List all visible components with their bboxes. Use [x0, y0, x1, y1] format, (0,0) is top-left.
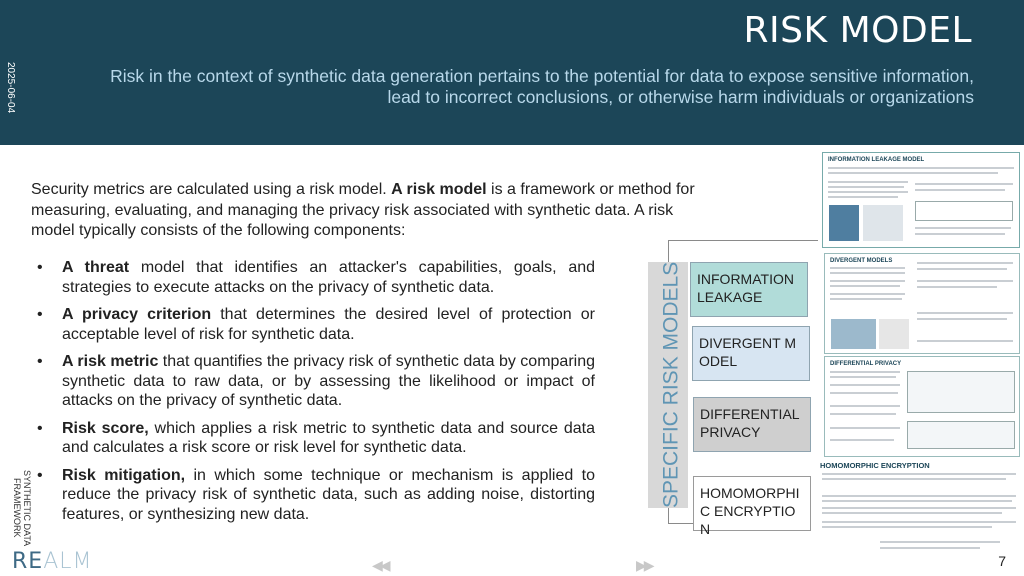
bullet-icon: • — [37, 353, 43, 370]
thumbnail-title: DIVERGENT MODELS — [830, 258, 893, 264]
logo-re: RE — [12, 549, 44, 574]
thumbnail-title: DIFFERENTIAL PRIVACY — [830, 361, 902, 367]
risk-models-spine-label: SPECIFIC RISK MODELS — [659, 261, 683, 509]
date-label: 2025-06-04 — [5, 62, 16, 114]
thumbnail-differential-privacy[interactable] — [824, 356, 1020, 457]
page-subtitle: Risk in the context of synthetic data generation pertains to the potential for data to expose sensitive information, lead to incorrect conclusions, or otherwise harm individuals or organizations — [110, 66, 974, 107]
components-list — [33, 258, 595, 532]
thumbnail-information-leakage[interactable] — [822, 152, 1020, 248]
list-item-text: that quantifies the privacy risk of synthetic data by comparing synthetic data to raw data, or by assessing the likelihood or impact of attacks on the privacy of synthetic data. — [62, 353, 596, 409]
model-box-homomorphic-encryption[interactable]: HOMOMORPHIC ENCRYPTION — [693, 476, 811, 531]
bullet-icon: • — [37, 306, 43, 323]
list-item — [33, 419, 595, 458]
list-item — [33, 466, 595, 525]
list-item — [33, 352, 595, 411]
logo-alm: ALM — [43, 549, 93, 574]
connector-line — [668, 240, 818, 262]
thumbnail-divergent-models[interactable] — [824, 253, 1020, 354]
logo — [12, 549, 92, 574]
list-item-term: A risk metric — [62, 353, 159, 370]
previous-slide-icon[interactable]: ◀◀ — [372, 557, 388, 573]
side-label: SYNTHETIC DATA FRAMEWORK — [12, 469, 32, 547]
thumbnail-homomorphic-encryption[interactable] — [820, 459, 1020, 555]
connector-line — [668, 508, 694, 524]
model-box-divergent-model[interactable]: DIVERGENT MODEL — [692, 326, 810, 381]
header-bar — [0, 0, 1024, 145]
intro-bold-term: A risk model — [391, 181, 487, 198]
list-item-term: A privacy criterion — [62, 306, 212, 323]
bullet-icon: • — [37, 466, 43, 484]
page-title: RISK MODEL — [743, 10, 972, 51]
page-number: 7 — [998, 553, 1006, 569]
intro-paragraph — [31, 180, 721, 242]
model-box-differential-privacy[interactable]: DIFFERENTIAL PRIVACY — [693, 397, 811, 452]
list-item-term: A threat — [62, 259, 130, 276]
list-item-text: which applies a risk metric to synthetic data and source data and calculates a risk score or risk level for synthetic data. — [62, 419, 596, 456]
intro-text-post: is a framework or method for measuring, evaluating, and managing the privacy risk associated with synthetic data. A risk model typically consists of the following components: — [31, 181, 695, 239]
list-item — [33, 305, 595, 344]
thumbnail-title: HOMOMORPHIC ENCRYPTION — [820, 461, 930, 470]
list-item-text: model that identifies an attacker's capabilities, goals, and strategies to execute attacks on the privacy of synthetic data. — [62, 259, 596, 296]
list-item-text: in which some technique or mechanism is applied to reduce the privacy risk of synthetic data, such as adding noise, distorting features, or synthesizing new data. — [62, 466, 595, 523]
list-item — [33, 258, 595, 297]
model-box-information-leakage[interactable]: INFORMATION LEAKAGE — [690, 262, 808, 317]
list-item-text: that determines the desired level of protection or acceptable level of risk for synthetic data. — [62, 306, 596, 343]
next-slide-icon[interactable]: ▶▶ — [636, 557, 652, 573]
bullet-icon: • — [37, 419, 43, 437]
list-item-term: Risk mitigation, — [62, 466, 186, 484]
bullet-icon: • — [37, 259, 43, 276]
thumbnail-title: INFORMATION LEAKAGE MODEL — [828, 157, 925, 163]
intro-text-pre: Security metrics are calculated using a risk model. — [31, 181, 392, 198]
list-item-term: Risk score, — [62, 419, 149, 437]
